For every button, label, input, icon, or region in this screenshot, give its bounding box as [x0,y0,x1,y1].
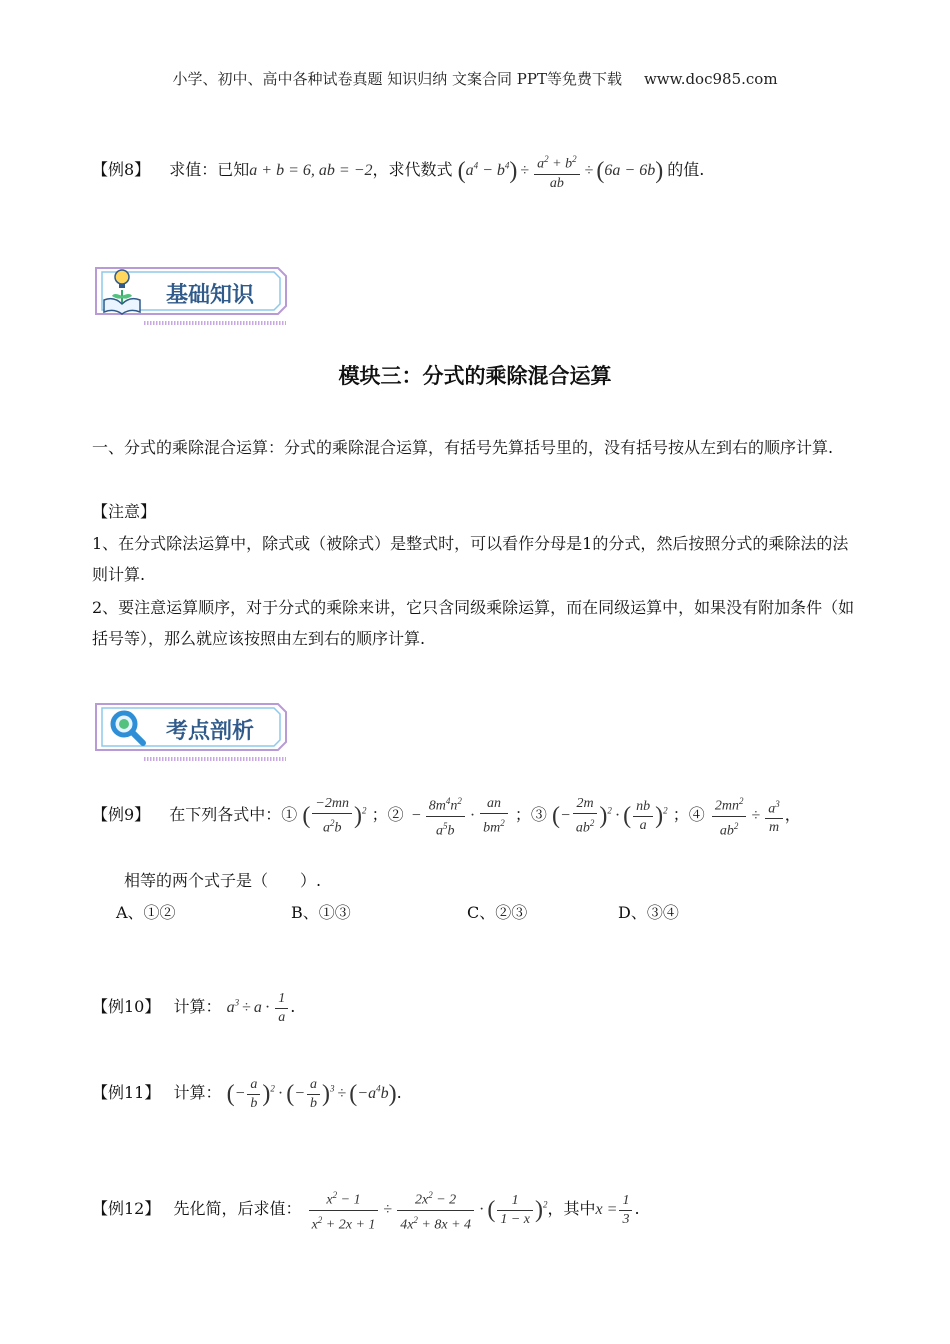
ex9-sep2: ； [514,804,531,824]
ex11-expression: (− $\frac{a}{b}$ )$^2$ · (− $\frac{a}{b}$ )$^3 \div (-a^4b)$ [226,1077,397,1111]
ex9-expr-2: − $\frac{8m^4n^2}{a^5b}$ · $\frac{an}{bm^2}$ [409,807,510,824]
ex9-prefix: 在下列各式中： [169,804,282,824]
ex9-tag: 【例9】 [92,804,151,824]
banner1-label: 基础知识 [166,283,255,308]
example-11 [92,1076,402,1113]
example-8 [92,150,704,193]
header-site[interactable]: www.doc985.com [643,70,778,88]
book-bulb-icon [100,266,144,316]
ex9-option-c[interactable]: C、②③ [467,903,528,922]
ex12-tag: 【例12】 [92,1198,161,1218]
banner2-label: 考点剖析 [166,719,255,744]
header-text: 小学、初中、高中各种试卷真题 知识归纳 文案合同 PPT等免费下载 [172,70,622,88]
ex9-expr-1: ( $\frac{-2mn}{a^2b}$ )$^2$ [302,795,367,836]
ex9-n2: ② [387,804,404,824]
ex11-tag: 【例11】 [92,1083,161,1103]
ex9-sep3: ； [672,804,689,824]
ex11-prefix: 计算： [173,1083,222,1103]
ex9-question: 相等的两个式子是（ ）. [124,871,322,890]
ex10-end: . [290,997,296,1017]
ex8-expression: $(a^4 - b^4)$ ÷ $\frac{a^2 + b^2}{ab}$ ÷ (6a − 6b) [458,162,668,179]
ex12-condition: x = $\frac{1}{3}$ [596,1201,635,1218]
ex9-n4: ④ [688,804,705,824]
ex9-n1: ① [281,804,298,824]
ex10-prefix: 计算： [173,997,222,1017]
para-rule: 一、分式的乘除混合运算：分式的乘除混合运算，有括号先算括号里的，没有括号按从左到右的顺序计算. [92,438,834,457]
ex12-mid: ，其中 [547,1198,596,1218]
ex8-mid: ，求代数式 [372,160,453,179]
example-9 [92,792,801,840]
ex9-n3: ③ [530,804,547,824]
ex9-option-d[interactable]: D、③④ [618,903,679,922]
ex8-prefix: 求值：已知 [169,160,250,179]
page-header [0,68,950,89]
banner-basic-knowledge [90,262,290,332]
magnifier-icon [108,708,148,748]
section-title: 模块三：分式的乘除混合运算 [338,364,612,388]
ex10-tag: 【例10】 [92,997,161,1017]
ex9-option-b[interactable]: B、①③ [291,903,351,922]
ex9-expr-4: $\frac{2mn^2}{ab^2}$ ÷ $\frac{a^3}{m}$ [710,807,785,824]
ex9-end: ， [784,804,801,824]
ex9-option-a[interactable]: A、①② [116,903,176,922]
para-note-1: 1、在分式除法运算中，除式或（被除式）是整式时，可以看作分母是1的分式，然后按照分式的乘除法的法则计算. [92,534,849,584]
ex8-condition: a + b = 6, ab = −2 [249,162,373,179]
ex12-end: . [634,1198,640,1218]
example-10 [92,990,295,1027]
ex11-end: . [396,1083,402,1103]
ex8-tag: 【例8】 [92,160,151,179]
ex12-prefix: 先化简，后求值： [173,1198,302,1218]
example-12 [92,1186,640,1234]
para-note-2: 2、要注意运算顺序，对于分式的乘除来讲，它只含同级乘除运算，而在同级运算中，如果没有附加条件（如括号等），那么就应该按照由左到右的顺序计算. [92,598,855,648]
ex12-expression: $\frac{x^2 - 1}{x^2 + 2x + 1}$ ÷ $\frac{2x^2 - 2}{4x^2 + 8x + 4}$ · ( $\frac{1}{1 - x}$ )$^2$ [307,1201,548,1218]
banner-key-points [90,698,290,768]
ex10-expression: $a^3 \div a$ · $\frac{1}{a}$ [227,999,291,1016]
ex8-suffix: 的值. [667,160,705,179]
note-heading: 【注意】 [92,502,157,521]
ex9-expr-3: (− $\frac{2m}{ab^2}$ )$^2$ · ( $\frac{nb}{a}$ )$^2$ [552,795,668,836]
ex9-sep1: ； [371,804,388,824]
